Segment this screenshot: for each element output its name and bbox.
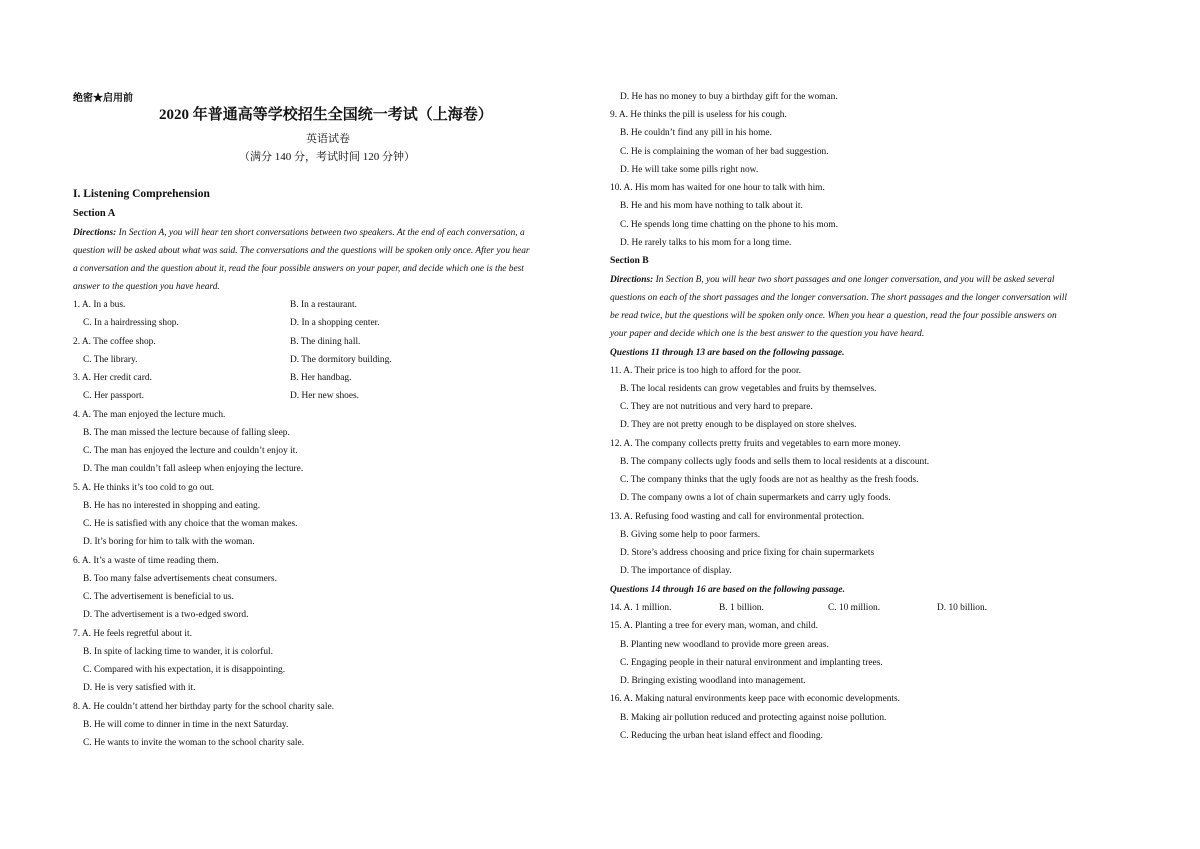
option: C. He spends long time chatting on the phone to his mom.	[620, 220, 838, 230]
question-15: 15. A. Planting a tree for every man, woman, and child.	[610, 621, 819, 631]
question-2-row2: C. The library. D. The dormitory building.	[83, 355, 392, 365]
directions-a-line: question will be asked about what was said. The conversations and the questions will be spoken only once. After you hear	[73, 246, 530, 256]
option: D. The importance of display.	[620, 566, 732, 576]
option: C. The advertisement is beneficial to us.	[83, 592, 234, 602]
option: D. It’s boring for him to talk with the woman.	[83, 537, 255, 547]
option: B. In spite of lacking time to wander, it is colorful.	[83, 647, 273, 657]
option: B. He will come to dinner in time in the next Saturday.	[83, 720, 289, 730]
question-12: 12. A. The company collects pretty fruits and vegetables to earn more money.	[610, 439, 901, 449]
option: D. He is very satisfied with it.	[83, 683, 196, 693]
option: C. He wants to invite the woman to the school charity sale.	[83, 738, 305, 748]
part-heading: I. Listening Comprehension	[73, 188, 210, 200]
option: B. The man missed the lecture because of falling sleep.	[83, 428, 290, 438]
secret-label: 绝密★启用前	[73, 93, 133, 104]
option: D. He has no money to buy a birthday gift for the woman.	[620, 92, 838, 102]
exam-subtitle: 英语试卷	[306, 133, 350, 145]
directions-label: Directions:	[73, 228, 117, 238]
passage-heading: Questions 14 through 16 are based on the following passage.	[610, 585, 845, 595]
question-5: 5. A. He thinks it’s too cold to go out.	[73, 483, 215, 493]
question-16: 16. A. Making natural environments keep pace with economic developments.	[610, 694, 901, 704]
question-7: 7. A. He feels regretful about it.	[73, 629, 192, 639]
question-8: 8. A. He couldn’t attend her birthday party for the school charity sale.	[73, 702, 334, 712]
option: B. The local residents can grow vegetables and fruits by themselves.	[620, 384, 877, 394]
directions-b-line: Directions: In Section B, you will hear two short passages and one longer conversation, and you will be asked several	[610, 275, 1055, 285]
question-6: 6. A. It’s a waste of time reading them.	[73, 556, 219, 566]
exam-title: 2020 年普通高等学校招生全国统一考试（上海卷）	[159, 107, 493, 123]
option: B. He and his mom have nothing to talk about it.	[620, 201, 803, 211]
option: B. He couldn’t find any pill in his home.	[620, 128, 772, 138]
question-3: 3. A. Her credit card. B. Her handbag.	[73, 373, 352, 383]
directions-a-line: a conversation and the question about it, read the four possible answers on your paper, and decide which one is the best	[73, 264, 524, 274]
option: C. He is complaining the woman of her bad suggestion.	[620, 147, 829, 157]
option: B. He has no interested in shopping and eating.	[83, 501, 261, 511]
option: B. Making air pollution reduced and protecting against noise pollution.	[620, 713, 887, 723]
option: C. The man has enjoyed the lecture and couldn’t enjoy it.	[83, 446, 298, 456]
section-b-heading: Section B	[610, 255, 649, 266]
option: C. Compared with his expectation, it is disappointing.	[83, 665, 286, 675]
question-9: 9. A. He thinks the pill is useless for his cough.	[610, 110, 787, 120]
directions-a-line: Directions: In Section A, you will hear ten short conversations between two speakers. At the end of each conversation, a	[73, 228, 525, 238]
question-11: 11. A. Their price is too high to afford for the poor.	[610, 366, 801, 376]
question-4: 4. A. The man enjoyed the lecture much.	[73, 410, 226, 420]
option: C. The company thinks that the ugly foods are not as healthy as the fresh foods.	[620, 475, 919, 485]
option: C. Reducing the urban heat island effect and flooding.	[620, 731, 823, 741]
section-a-heading: Section A	[73, 208, 116, 219]
question-13: 13. A. Refusing food wasting and call for environmental protection.	[610, 512, 865, 522]
question-10: 10. A. His mom has waited for one hour to talk with him.	[610, 183, 825, 193]
option: D. He rarely talks to his mom for a long time.	[620, 238, 792, 248]
directions-b-line: be read twice, but the questions will be spoken only once. When you hear a question, read the four possible answers on	[610, 311, 1057, 321]
directions-label: Directions:	[610, 275, 654, 285]
directions-a-line: answer to the question you have heard.	[73, 282, 220, 292]
option: C. Engaging people in their natural environment and implanting trees.	[620, 658, 883, 668]
directions-b-line: questions on each of the short passages and the longer conversation. The short passages and the longer conversation will	[610, 293, 1067, 303]
option: C. They are not nutritious and very hard to prepare.	[620, 402, 813, 412]
passage-heading: Questions 11 through 13 are based on the following passage.	[610, 348, 845, 358]
option: D. The advertisement is a two-edged sword.	[83, 610, 249, 620]
option: B. Giving some help to poor farmers.	[620, 530, 761, 540]
option: B. Planting new woodland to provide more green areas.	[620, 640, 829, 650]
exam-info: （满分 140 分，考试时间 120 分钟）	[239, 151, 415, 163]
option: D. They are not pretty enough to be displayed on store shelves.	[620, 420, 857, 430]
option: D. The company owns a lot of chain supermarkets and carry ugly foods.	[620, 493, 891, 503]
option: D. He will take some pills right now.	[620, 165, 759, 175]
option: B. The company collects ugly foods and sells them to local residents at a discount.	[620, 457, 930, 467]
option: D. The man couldn’t fall asleep when enjoying the lecture.	[83, 464, 304, 474]
question-1: 1. A. In a bus. B. In a restaurant.	[73, 300, 357, 310]
option: C. He is satisfied with any choice that the woman makes.	[83, 519, 298, 529]
option: B. Too many false advertisements cheat consumers.	[83, 574, 277, 584]
directions-b-line: your paper and decide which one is the best answer to the question you have heard.	[610, 329, 925, 339]
option: D. Bringing existing woodland into management.	[620, 676, 806, 686]
option: D. Store’s address choosing and price fixing for chain supermarkets	[620, 548, 875, 558]
question-2: 2. A. The coffee shop. B. The dining hall.	[73, 337, 361, 347]
question-1-row2: C. In a hairdressing shop. D. In a shopping center.	[83, 318, 380, 328]
question-3-row2: C. Her passport. D. Her new shoes.	[83, 391, 359, 401]
